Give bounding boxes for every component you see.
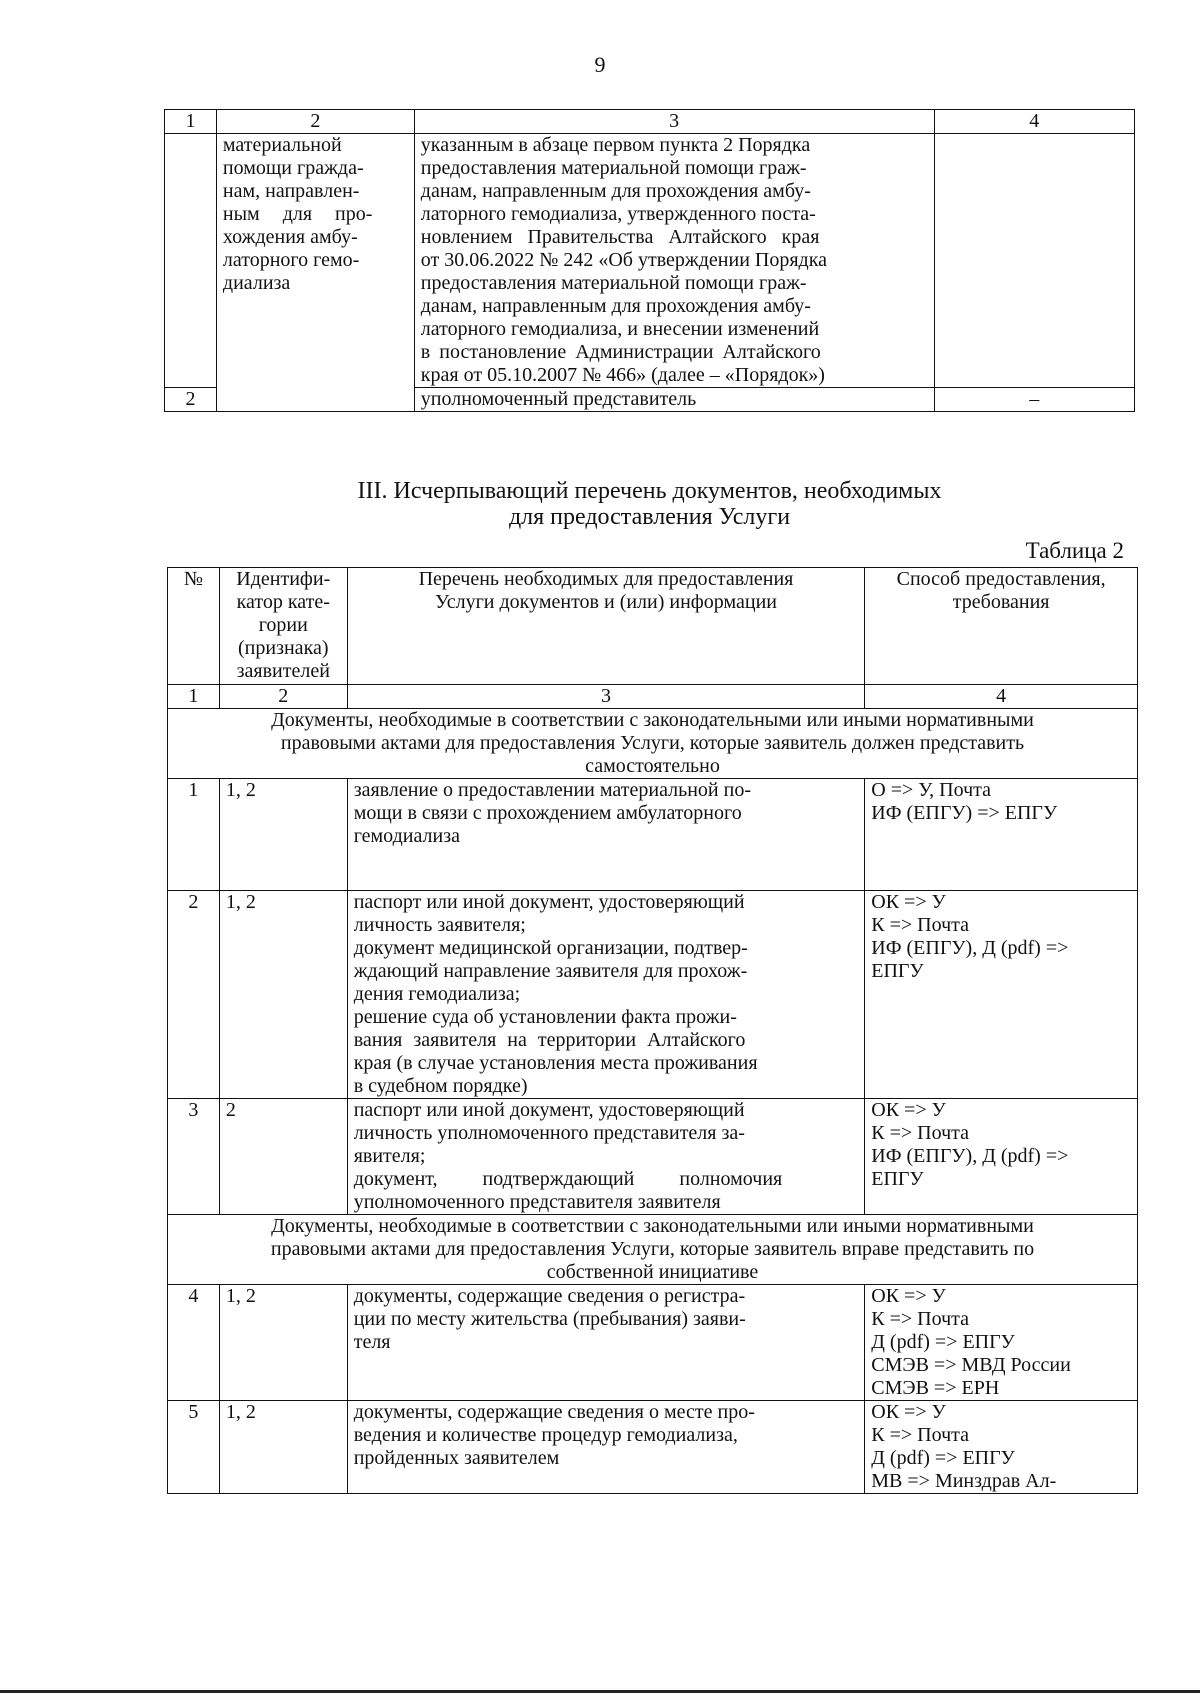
t2-row3-num: 3 bbox=[168, 1099, 220, 1215]
table1-header-row bbox=[165, 110, 1135, 134]
t2-row2-method: ОК => У К => Почта ИФ (ЕПГУ), Д (pdf) => ЕПГУ bbox=[865, 891, 1138, 1099]
t1-row2-num: 2 bbox=[165, 388, 217, 412]
applicants-table-continued bbox=[164, 109, 1135, 412]
t2-colnum-3: 3 bbox=[347, 685, 865, 709]
t2-row4-id: 1, 2 bbox=[219, 1285, 347, 1401]
t2-colnum-1: 1 bbox=[168, 685, 220, 709]
table-caption: Таблица 2 bbox=[1025, 538, 1124, 563]
t2-header-id: Идентифи- катор кате- гории (признака) заявителей bbox=[219, 568, 347, 685]
t2-colnum-4: 4 bbox=[865, 685, 1138, 709]
t2-group-2-row bbox=[168, 1215, 1138, 1285]
t1-row2-text: уполномоченный представитель bbox=[414, 388, 934, 412]
page-number: 9 bbox=[594, 52, 606, 77]
table-row bbox=[168, 891, 1138, 1099]
t1-row1-description: указанным в абзаце первом пункта 2 Порядка предоставления материальной помощи граж- данам, направленным для прохождения амбу- латорного гемодиализа, утвержденного поста- новлением Правительства Алтайского края от 30.06.2022 № 242 «Об утверждении Порядка предоставления материальной помощи граж- данам, направленным для прохождения амбу- латорного гемодиализа, и внесении изменений в постановление Администрации Алтайского края от 05.10.2007 № 466» (далее – «Порядок») bbox=[414, 134, 934, 388]
t2-row1-docs: заявление о предоставлении материальной по- мощи в связи с прохождением амбулаторного гемодиализа bbox=[347, 779, 865, 891]
t2-group-1: Документы, необходимые в соответствии с законодательными или иными нормативными правовыми актами для предоставления Услуги, которые заявитель должен представить самостоятельно bbox=[168, 709, 1138, 779]
t2-row4-docs: документы, содержащие сведения о регистра- ции по месту жительства (пребывания) заяви- теля bbox=[347, 1285, 865, 1401]
t2-row2-num: 2 bbox=[168, 891, 220, 1099]
table1-row-1 bbox=[165, 134, 1135, 388]
table-row bbox=[168, 1401, 1138, 1494]
t2-row3-method: ОК => У К => Почта ИФ (ЕПГУ), Д (pdf) => ЕПГУ bbox=[865, 1099, 1138, 1215]
t1-row1-num bbox=[165, 134, 217, 388]
section-title: III. Исчерпывающий перечень документов, необходимых для предоставления Услуги bbox=[357, 478, 942, 530]
t1-header-3: 3 bbox=[414, 110, 934, 134]
t1-row1-category: материальной помощи гражда- нам, направлен- ным для про- хождения амбу- латорного гемо- диализа bbox=[216, 134, 414, 412]
t2-row2-id: 1, 2 bbox=[219, 891, 347, 1099]
t2-group-2: Документы, необходимые в соответствии с законодательными или иными нормативными правовыми актами для предоставления Услуги, которые заявитель вправе представить по собственной инициативе bbox=[168, 1215, 1138, 1285]
t1-header-2: 2 bbox=[216, 110, 414, 134]
table2-header-row bbox=[168, 568, 1138, 685]
t2-row3-docs: паспорт или иной документ, удостоверяющий личность уполномоченного представителя за- явителя; документ, подтверждающий полномочия уполномоченного представителя заявителя bbox=[347, 1099, 865, 1215]
t2-header-num: № bbox=[168, 568, 220, 685]
t1-row2-col4: – bbox=[934, 388, 1135, 412]
table-row bbox=[168, 1099, 1138, 1215]
t2-row1-method: О => У, Почта ИФ (ЕПГУ) => ЕПГУ bbox=[865, 779, 1138, 891]
t2-group-1-row bbox=[168, 709, 1138, 779]
table2-colnum-row bbox=[168, 685, 1138, 709]
t1-header-1: 1 bbox=[165, 110, 217, 134]
t2-row5-num: 5 bbox=[168, 1401, 220, 1494]
t2-row4-num: 4 bbox=[168, 1285, 220, 1401]
t2-row4-method: ОК => У К => Почта Д (pdf) => ЕПГУ СМЭВ => МВД России СМЭВ => ЕРН bbox=[865, 1285, 1138, 1401]
scan-bottom-edge bbox=[0, 1690, 1200, 1693]
t1-row1-col4 bbox=[934, 134, 1135, 388]
t2-row5-method: ОК => У К => Почта Д (pdf) => ЕПГУ МВ => Минздрав Ал- bbox=[865, 1401, 1138, 1494]
t2-row1-num: 1 bbox=[168, 779, 220, 891]
t2-row5-id: 1, 2 bbox=[219, 1401, 347, 1494]
documents-table bbox=[167, 567, 1138, 1494]
t2-header-method: Способ предоставления, требования bbox=[865, 568, 1138, 685]
t2-row5-docs: документы, содержащие сведения о месте про- ведения и количестве процедур гемодиализа, пройденных заявителем bbox=[347, 1401, 865, 1494]
t2-colnum-2: 2 bbox=[219, 685, 347, 709]
t2-row2-docs: паспорт или иной документ, удостоверяющий личность заявителя; документ медицинской организации, подтвер- ждающий направление заявителя для прохож- дения гемодиализа; решение суда об установлении факта прожи- вания заявителя на территории Алтайского края (в случае установления места проживания в судебном порядке) bbox=[347, 891, 865, 1099]
t2-row3-id: 2 bbox=[219, 1099, 347, 1215]
t1-header-4: 4 bbox=[934, 110, 1135, 134]
table-row bbox=[168, 779, 1138, 891]
t2-row1-id: 1, 2 bbox=[219, 779, 347, 891]
t2-header-docs: Перечень необходимых для предоставления Услуги документов и (или) информации bbox=[347, 568, 865, 685]
table-row bbox=[168, 1285, 1138, 1401]
